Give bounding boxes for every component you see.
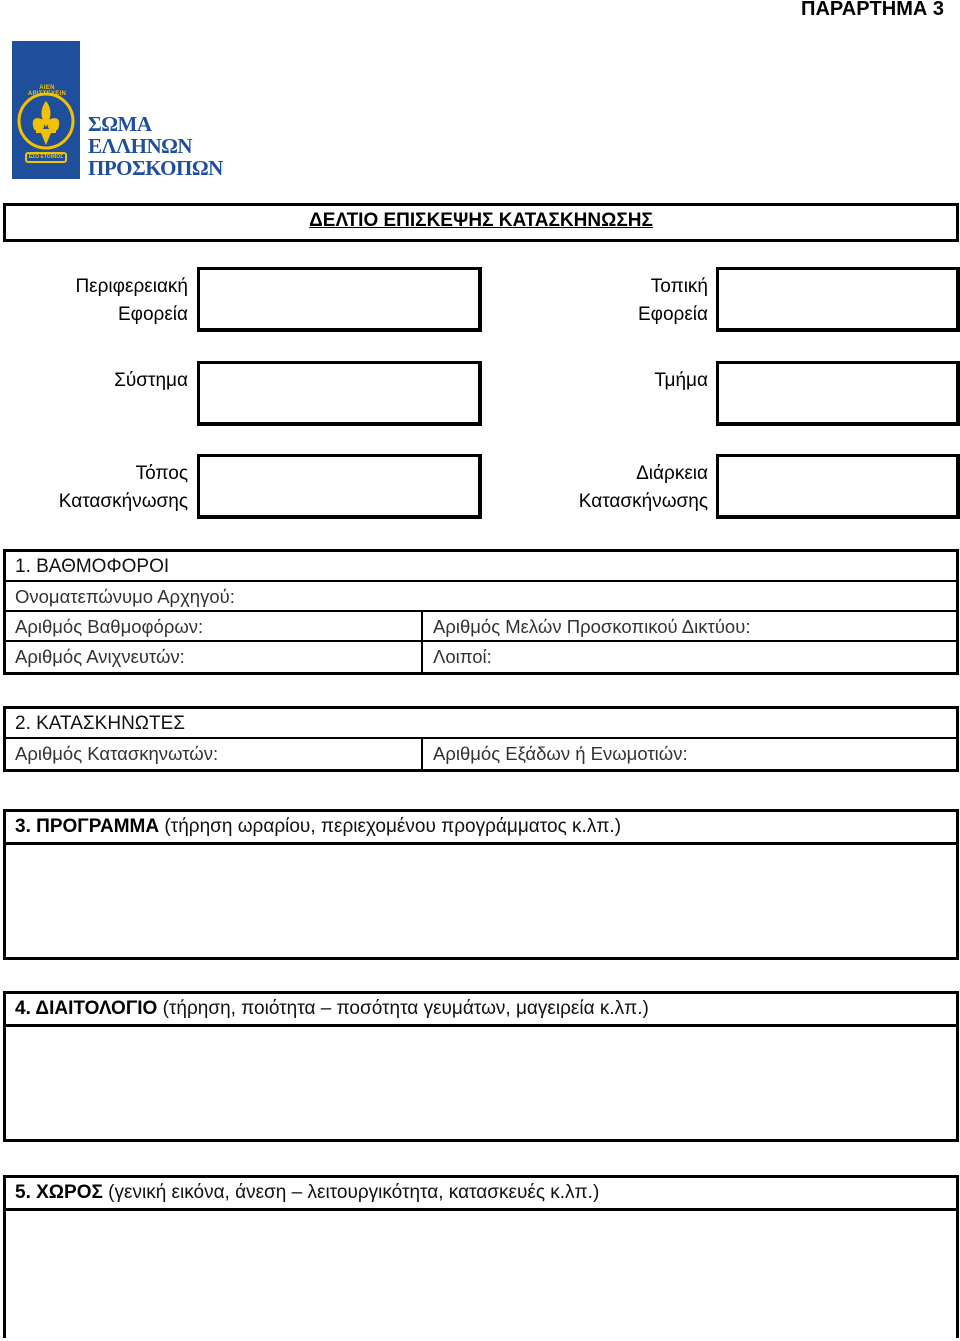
leader-name-row[interactable]	[6, 582, 956, 612]
section-campers-title: 2. ΚΑΤΑΣΚΗΝΩΤΕΣ	[6, 709, 956, 739]
campers-count-label: Αριθμός Κατασκηνωτών:	[15, 743, 219, 764]
rovers-row[interactable]	[6, 642, 956, 672]
local-office-label-line2: Εφορεία	[637, 304, 708, 325]
officers-count-label: Αριθμός Βαθμοφόρων:	[15, 616, 204, 637]
section-space-title	[6, 1178, 956, 1208]
diet-notes-area[interactable]	[6, 1024, 956, 1139]
section-space	[3, 1175, 959, 1338]
appendix-label: ΠΑΡΑΡΤΗΜΑ 3	[801, 0, 944, 20]
program-notes-area[interactable]	[6, 842, 956, 957]
camp-duration-label	[540, 460, 708, 516]
campers-row[interactable]	[6, 739, 956, 769]
logo-motto: ΕΣΟ ΕΤΟΙΜΟΣ	[28, 154, 64, 160]
regional-office-label-line1: Περιφερειακή	[75, 276, 188, 297]
section-diet-heading: 4. ΔΙΑΙΤΟΛΟΓΙΟ	[15, 998, 158, 1019]
section-field[interactable]	[716, 361, 960, 426]
section-program-desc: (τήρηση ωραρίου, περιεχομένου προγράμματος κ.λπ.)	[164, 816, 622, 837]
regional-office-label	[20, 273, 188, 329]
section-leaders-title: 1. ΒΑΘΜΟΦΟΡΟΙ	[6, 552, 956, 582]
section-program	[3, 809, 959, 960]
logo-org-line-3: ΠΡΟΣΚΟΠΩΝ	[88, 156, 223, 180]
local-office-label-line1: Τοπική	[650, 276, 708, 297]
camp-duration-label-line2: Κατασκήνωσης	[578, 491, 708, 512]
section-program-title	[6, 812, 956, 842]
local-office-label	[540, 273, 708, 329]
officers-row[interactable]	[6, 612, 956, 642]
logo-org-name	[88, 113, 223, 179]
regional-office-field[interactable]	[197, 267, 482, 332]
scouts-logo	[12, 41, 223, 181]
section-space-heading: 5. ΧΩΡΟΣ	[15, 1182, 103, 1203]
logo-org-line-1: ΣΩΜΑ	[88, 112, 152, 136]
section-campers	[3, 706, 959, 772]
logo-ring-text: ΑΙΕΝ ΑΡΙΣΤΕΥΕΙΝ	[27, 85, 67, 97]
local-office-field[interactable]	[716, 267, 960, 332]
camp-place-label	[20, 460, 188, 516]
logo-org-line-2: ΕΛΛΗΝΩΝ	[88, 134, 193, 158]
leader-name-label: Ονοματεπώνυμο Αρχηγού:	[15, 586, 235, 607]
camp-place-label-line1: Τόπος	[135, 463, 188, 484]
system-field[interactable]	[197, 361, 482, 426]
patrols-count-label[interactable]: Αριθμός Εξάδων ή Ενωμοτιών:	[421, 739, 688, 769]
rovers-count-label: Αριθμός Ανιχνευτών:	[15, 646, 185, 667]
form-title: ΔΕΛΤΙΟ ΕΠΙΣΚΕΨΗΣ ΚΑΤΑΣΚΗΝΩΣΗΣ	[309, 210, 653, 231]
network-members-label[interactable]: Αριθμός Μελών Προσκοπικού Δικτύου:	[421, 612, 750, 640]
form-title-box	[3, 203, 959, 242]
camp-duration-label-line1: Διάρκεια	[636, 463, 708, 484]
section-diet-desc: (τήρηση, ποιότητα – ποσότητα γευμάτων, μαγειρεία κ.λπ.)	[162, 998, 649, 1019]
camp-duration-field[interactable]	[716, 454, 960, 519]
camp-place-label-line2: Κατασκήνωσης	[58, 491, 188, 512]
camp-place-field[interactable]	[197, 454, 482, 519]
regional-office-label-line2: Εφορεία	[117, 304, 188, 325]
section-label: Τμήμα	[654, 370, 708, 391]
section-leaders	[3, 549, 959, 675]
others-label[interactable]: Λοιποί:	[421, 642, 492, 672]
section-diet	[3, 991, 959, 1142]
space-notes-area[interactable]	[6, 1208, 956, 1341]
section-diet-title	[6, 994, 956, 1024]
section-program-heading: 3. ΠΡΟΓΡΑΜΜΑ	[15, 816, 160, 837]
system-label: Σύστημα	[114, 370, 188, 391]
section-space-desc: (γενική εικόνα, άνεση – λειτουργικότητα, κατασκευές κ.λπ.)	[108, 1182, 600, 1203]
